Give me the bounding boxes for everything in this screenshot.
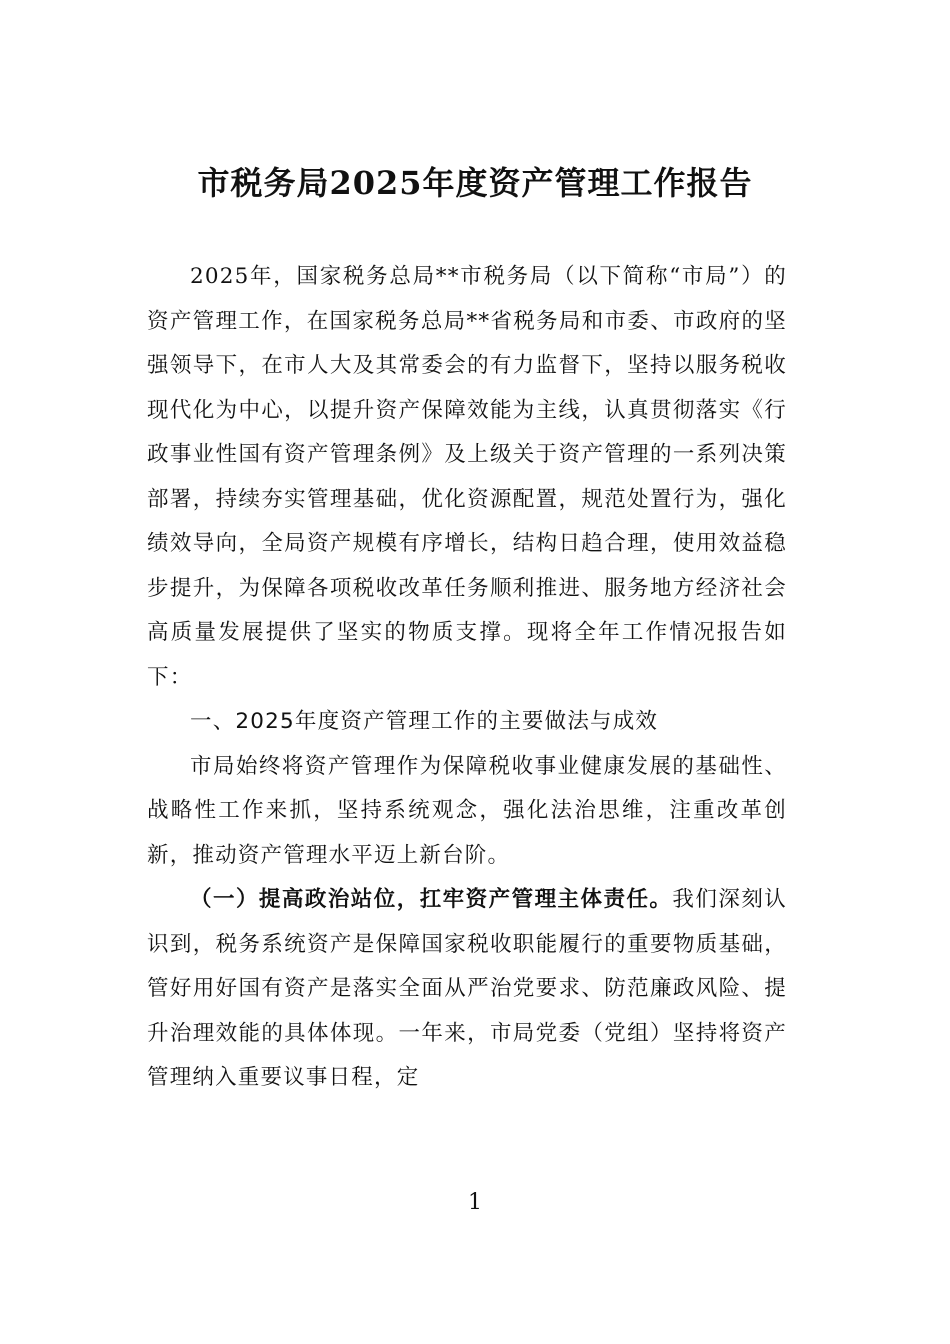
subsection-1-paragraph bbox=[147, 878, 787, 1101]
section-1-intro-paragraph: 市局始终将资产管理作为保障税收事业健康发展的基础性、战略性工作来抓，坚持系统观念，强化法治思维，注重改革创新，推动资产管理水平迈上新台阶。 bbox=[147, 753, 787, 868]
section-heading-1: 一、2025年度资产管理工作的主要做法与成效 bbox=[190, 709, 659, 734]
page-number: 1 bbox=[468, 1190, 482, 1215]
document-body bbox=[147, 255, 787, 1101]
subsection-1-text: 我们深刻认识到，税务系统资产是保障国家税收职能履行的重要物质基础，管好用好国有资产是落实全面从严治党要求、防范廉政风险、提升治理效能的具体体现。一年来，市局党委（党组）坚持将资产管理纳入重要议事日程，定 bbox=[147, 887, 787, 1090]
intro-paragraph: 2025年，国家税务总局**市税务局（以下简称“市局”）的资产管理工作，在国家税务总局**省税务局和市委、市政府的坚强领导下，在市人大及其常委会的有力监督下，坚持以服务税收现代化为中心，以提升资产保障效能为主线，认真贯彻落实《行政事业性国有资产管理条例》及上级关于资产管理的一系列决策部署，持续夯实管理基础，优化资源配置，规范处置行为，强化绩效导向，全局资产规模有序增长，结构日趋合理，使用效益稳步提升，为保障各项税收改革任务顺利推进、服务地方经济社会高质量发展提供了坚实的物质支撑。现将全年工作情况报告如下： bbox=[147, 264, 787, 690]
subsection-heading-1: （一）提高政治站位，扛牢资产管理主体责任。 bbox=[190, 887, 673, 912]
document-title: 市税务局2025年度资产管理工作报告 bbox=[197, 164, 753, 202]
